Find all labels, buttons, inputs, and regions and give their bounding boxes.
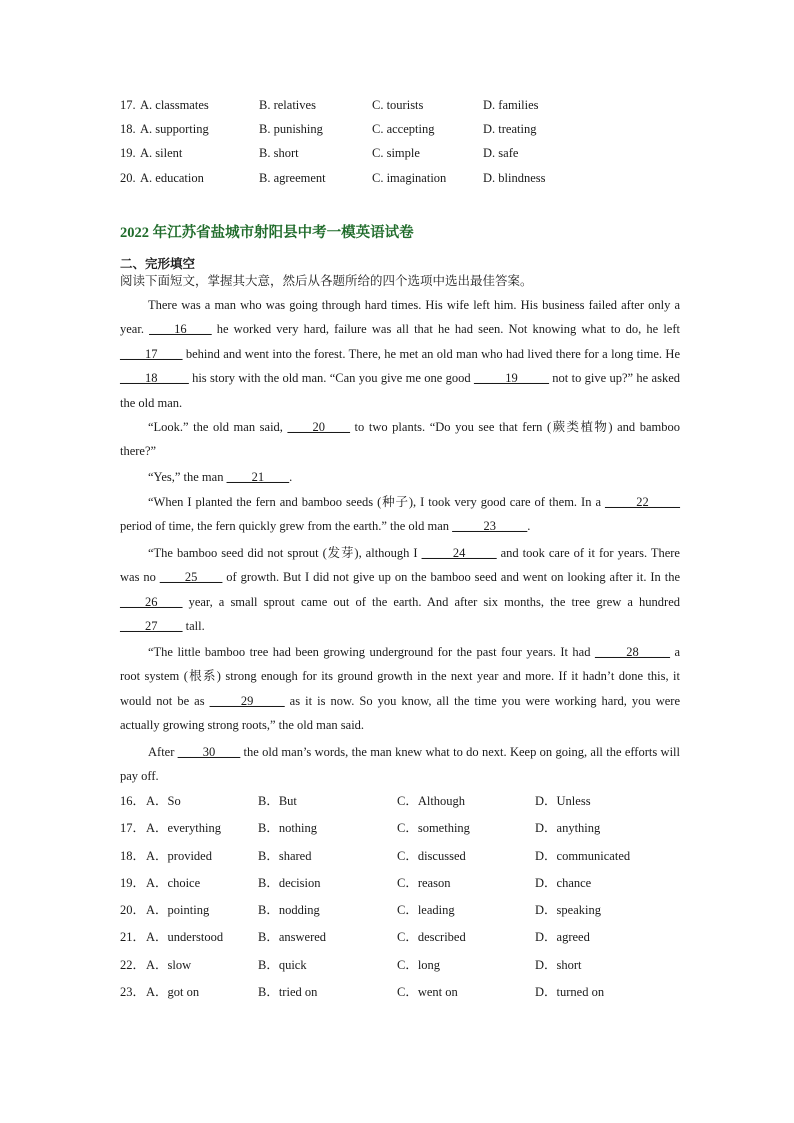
blank-20: ____20____	[287, 420, 350, 434]
passage-paragraph-1	[120, 293, 680, 415]
option-c: C. accepting	[372, 122, 435, 136]
option-b: B．But	[258, 794, 297, 808]
passage-text: his story with the old man. “Can you give me one good	[188, 371, 474, 386]
passage-text: not to give up?” he asked the old man.	[120, 371, 680, 410]
option-d: D. safe	[483, 146, 519, 160]
option-d: D. families	[483, 98, 539, 112]
option-b: B．quick	[258, 958, 307, 972]
option-a: A．got on	[146, 985, 200, 999]
option-d: D．short	[535, 958, 582, 972]
option-b: B. short	[259, 146, 299, 160]
blank-29: _____29_____	[209, 693, 285, 708]
blank-19: _____19_____	[473, 371, 549, 386]
option-a: A．slow	[146, 958, 192, 972]
option-a: A．provided	[146, 849, 212, 863]
passage-text: There was a man who was going through hard times. His wife left him. His business failed after only a year.	[120, 298, 680, 337]
passage-text: period of time, the fern quickly grew from the earth.” the old man	[120, 519, 453, 534]
option-a: A．So	[146, 794, 181, 808]
passage-paragraph-3	[120, 465, 680, 489]
option-c: C．went on	[397, 985, 458, 999]
option-c: C．leading	[397, 903, 455, 917]
exam-title: 2022 年江苏省盐城市射阳县中考一模英语试卷	[120, 225, 414, 241]
option-a: A. classmates	[140, 98, 209, 112]
question-number: 17．	[120, 821, 146, 835]
passage-text: tall.	[182, 619, 205, 634]
passage-text: “The bamboo seed did not sprout (发芽), although I	[148, 546, 422, 560]
passage-text: and took care of it for years. There was no	[120, 546, 680, 585]
option-d: D．communicated	[535, 849, 631, 863]
option-d: D．agreed	[535, 930, 590, 944]
option-d: D．anything	[535, 821, 601, 835]
passage-text: .	[527, 519, 531, 534]
question-number: 18．	[120, 849, 146, 863]
option-a: 17.	[120, 98, 136, 112]
passage-text: a root system (根系) strong enough for its ground growth in the next year and more. If it hadn’t done this, it would not be as	[120, 645, 680, 708]
passage-text: “Look.” the old man said,	[148, 420, 288, 434]
option-c: C．long	[397, 958, 441, 972]
blank-28: _____28_____	[594, 645, 670, 659]
option-a: A. education	[140, 171, 204, 185]
option-b: B．nodding	[258, 903, 320, 917]
option-d: D. treating	[483, 122, 537, 136]
blank-30: ____30____	[177, 745, 241, 759]
blank-22: _____22_____	[605, 495, 680, 509]
question-number: 21．	[120, 930, 146, 944]
blank-25: ____25____	[159, 570, 223, 585]
blank-21: ____21____	[226, 470, 290, 484]
option-number: 18.	[120, 122, 136, 136]
passage-paragraph-4	[120, 490, 680, 539]
option-d: D．speaking	[535, 903, 601, 917]
option-a: A．understood	[146, 930, 224, 944]
instruction-text: 阅读下面短文，掌握其大意，然后从各题所给的四个选项中选出最佳答案。	[120, 274, 533, 288]
option-a: A. silent	[140, 146, 183, 160]
blank-24: _____24_____	[421, 546, 497, 560]
question-number: 20．	[120, 903, 146, 917]
option-c: C. simple	[372, 146, 420, 160]
blank-16: ____16____	[149, 322, 212, 337]
passage-paragraph-2	[120, 415, 680, 464]
option-b: B．shared	[258, 849, 312, 863]
option-a: A. supporting	[140, 122, 209, 136]
passage-text: After	[148, 745, 178, 759]
question-number: 16．	[120, 794, 146, 808]
question-number: 19．	[120, 876, 146, 890]
option-number: 19.	[120, 146, 136, 160]
passage-text: “Yes,” the man	[148, 470, 227, 484]
option-c: C．something	[397, 821, 470, 835]
option-a: A．choice	[146, 876, 201, 890]
option-b: B. punishing	[259, 122, 323, 136]
option-c: C．discussed	[397, 849, 466, 863]
option-c: C. imagination	[372, 171, 447, 185]
option-a: A．everything	[146, 821, 221, 835]
passage-text: behind and went into the forest. There, he met an old man who had lived there for a long time. He	[182, 346, 680, 361]
question-number: 23．	[120, 985, 146, 999]
option-d: D．Unless	[535, 794, 591, 808]
option-b: B. relatives	[259, 98, 316, 112]
passage-text: of growth. But I did not give up on the bamboo seed and went on looking after it. In the	[222, 570, 680, 585]
option-b: B．decision	[258, 876, 321, 890]
passage-text: the old man’s words, the man knew what to do next. Keep on going, all the efforts will pay off.	[120, 745, 680, 784]
option-c: C. tourists	[372, 98, 424, 112]
passage-text: to two plants. “Do you see that fern (蕨类植物) and bamboo there?”	[120, 420, 680, 459]
option-d: D．turned on	[535, 985, 605, 999]
option-c: C．Although	[397, 794, 466, 808]
blank-26: ____26____	[120, 594, 183, 609]
passage-text: .	[289, 470, 293, 484]
passage-text: “The little bamboo tree had been growing underground for the past four years. It had	[148, 645, 595, 659]
option-c: C．described	[397, 930, 466, 944]
passage-paragraph-7	[120, 740, 680, 789]
blank-18: ____18_____	[120, 371, 189, 386]
option-b: B．answered	[258, 930, 327, 944]
option-b: B．nothing	[258, 821, 318, 835]
option-number: 20.	[120, 171, 136, 185]
blank-27: ____27____	[120, 619, 183, 634]
blank-23: _____23_____	[452, 519, 528, 534]
blank-17: ____17____	[120, 346, 183, 361]
option-a: A．pointing	[146, 903, 210, 917]
option-b: B. agreement	[259, 171, 326, 185]
passage-text: year, a small sprout came out of the earth. And after six months, the tree grew a hundred	[182, 594, 680, 609]
passage-paragraph-5	[120, 541, 680, 639]
passage-text: as it is now. So you know, all the time you were working hard, you were actually growing strong roots,” the old man said.	[120, 693, 680, 733]
passage-text: “When I planted the fern and bamboo seeds (种子), I took very good care of them. In a	[148, 495, 605, 509]
option-c: C．reason	[397, 876, 451, 890]
option-d: D．chance	[535, 876, 592, 890]
section-heading: 二、完形填空	[120, 257, 196, 271]
question-number: 22．	[120, 958, 146, 972]
passage-paragraph-6	[120, 640, 680, 738]
passage-text: he worked very hard, failure was all that he had seen. Not knowing what to do, he left	[211, 322, 680, 337]
option-d: D. blindness	[483, 171, 546, 185]
option-b: B．tried on	[258, 985, 318, 999]
